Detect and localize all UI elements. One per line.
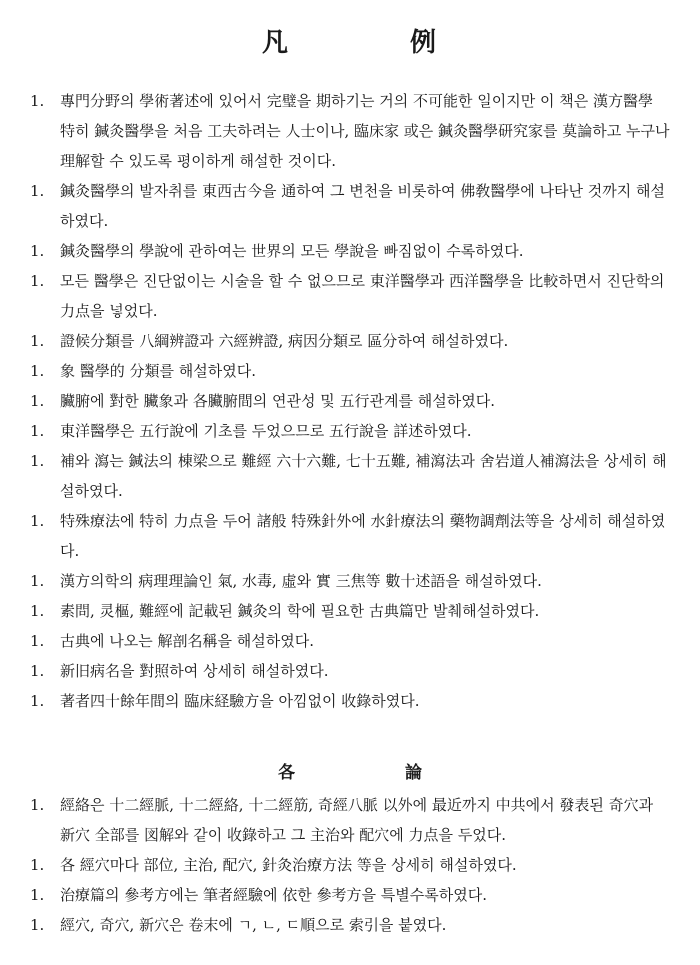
item-text: 新旧病名을 對照하여 상세히 해설하였다. <box>60 662 329 680</box>
item-number: 1. <box>30 856 45 874</box>
list-item <box>30 880 670 910</box>
item-number: 1. <box>30 332 45 350</box>
list-item <box>30 266 670 326</box>
item-number: 1. <box>30 182 45 200</box>
list-item <box>30 86 670 176</box>
title-char-1: 凡 <box>261 28 290 58</box>
title-char-2: 例 <box>410 28 439 58</box>
item-text: 各 經穴마다 部位, 主治, 配穴, 針灸治療方法 等을 상세히 해설하였다. <box>60 856 517 874</box>
item-number: 1. <box>30 272 45 290</box>
list-item <box>30 790 670 850</box>
item-number: 1. <box>30 572 45 590</box>
item-text: 鍼灸醫學의 발자취를 東西古今을 通하여 그 변천을 비롯하여 佛敎醫學에 나타난 것까지 해설하였다. <box>60 182 665 230</box>
item-text: 經絡은 十二經脈, 十二經絡, 十二經筋, 奇經八脈 以外에 最近까지 中共에서 發表된 奇穴과 新穴 全部를 図解와 같이 收錄하고 그 主治와 配穴에 力点을 두었다. <box>60 796 654 844</box>
item-text: 特殊療法에 特히 力点을 두어 諸般 特殊針外에 水針療法의 藥物調劑法等을 상세히 해설하였다. <box>60 512 666 560</box>
list-item <box>30 326 670 356</box>
list-item <box>30 386 670 416</box>
item-number: 1. <box>30 92 45 110</box>
list-item <box>30 176 670 236</box>
list-item <box>30 236 670 266</box>
list-item <box>30 446 670 506</box>
list-item <box>30 416 670 446</box>
item-text: 素問, 灵樞, 難經에 記載된 鍼灸의 학에 필요한 古典篇만 발췌해설하였다. <box>60 602 540 620</box>
section-char-1: 各 <box>278 763 295 783</box>
item-text: 治療篇의 參考方에는 筆者經驗에 依한 參考方을 특별수록하였다. <box>60 886 487 904</box>
item-number: 1. <box>30 692 45 710</box>
list-item <box>30 356 670 386</box>
item-text: 모든 醫學은 진단없이는 시술을 할 수 없으므로 東洋醫學과 西洋醫學을 比較하면서 진단학의 力点을 넣었다. <box>60 272 665 320</box>
list-item <box>30 656 670 686</box>
section-heading <box>0 758 700 783</box>
item-number: 1. <box>30 422 45 440</box>
item-number: 1. <box>30 662 45 680</box>
item-text: 專門分野의 學術著述에 있어서 完璧을 期하기는 거의 不可能한 일이지만 이 책은 漢方醫學 特히 鍼灸醫學을 처음 工夫하려는 人士이나, 臨床家 或은 鍼灸醫學研究家를 莫論하고 누구나 理解할 수 있도록 평이하게 해설한 것이다. <box>60 92 670 170</box>
list-item <box>30 910 670 940</box>
item-number: 1. <box>30 242 45 260</box>
item-text: 補와 瀉는 鍼法의 棟梁으로 難經 六十六難, 七十五難, 補瀉法과 舍岩道人補瀉法을 상세히 해설하였다. <box>60 452 667 500</box>
item-text: 證候分類를 八綱辨證과 六經辨證, 病因分類로 區分하여 해설하였다. <box>60 332 509 350</box>
item-text: 東洋醫學은 五行說에 기초를 두었으므로 五行說을 詳述하였다. <box>60 422 472 440</box>
item-number: 1. <box>30 512 45 530</box>
item-number: 1. <box>30 796 45 814</box>
item-text: 著者四十餘年間의 臨床経驗方을 아낌없이 收錄하였다. <box>60 692 420 710</box>
item-text: 象 醫學的 分類를 해설하였다. <box>60 362 257 380</box>
section-list <box>30 790 670 940</box>
list-item <box>30 686 670 716</box>
item-number: 1. <box>30 632 45 650</box>
section-char-2: 論 <box>405 763 422 783</box>
item-text: 臟腑에 對한 臟象과 各臟腑間의 연관성 및 五行관계를 해설하였다. <box>60 392 495 410</box>
list-item <box>30 850 670 880</box>
list-item <box>30 566 670 596</box>
list-item <box>30 506 670 566</box>
preface-list <box>30 86 670 716</box>
item-text: 漢方의학의 病理理論인 氣, 水毒, 虛와 實 三焦等 數十述語을 해설하였다. <box>60 572 542 590</box>
item-number: 1. <box>30 392 45 410</box>
item-number: 1. <box>30 886 45 904</box>
list-item <box>30 626 670 656</box>
item-text: 經穴, 奇穴, 新穴은 卷末에 ㄱ, ㄴ, ㄷ順으로 索引을 붙였다. <box>60 916 447 934</box>
item-number: 1. <box>30 452 45 470</box>
item-text: 鍼灸醫學의 學說에 관하여는 世界의 모든 學說을 빠짐없이 수록하였다. <box>60 242 524 260</box>
item-number: 1. <box>30 916 45 934</box>
item-number: 1. <box>30 602 45 620</box>
item-number: 1. <box>30 362 45 380</box>
list-item <box>30 596 670 626</box>
page-title <box>0 22 700 59</box>
item-text: 古典에 나오는 解剖名稱을 해설하였다. <box>60 632 314 650</box>
